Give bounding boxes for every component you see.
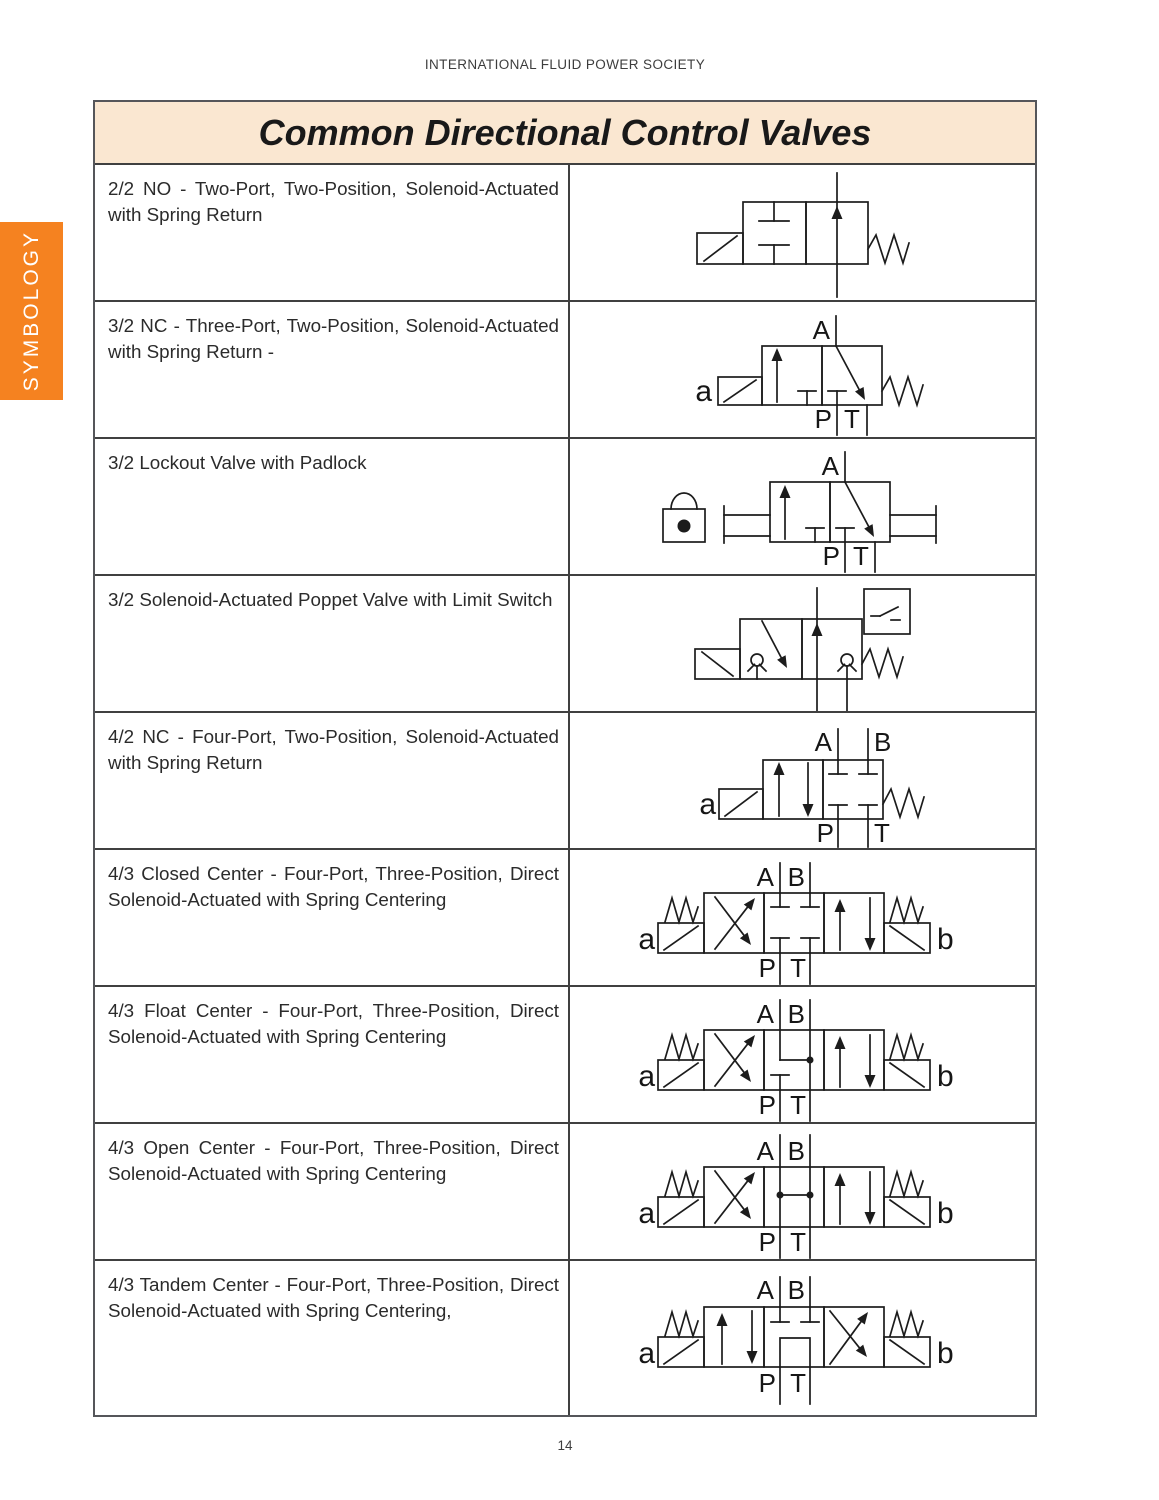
- flow-arrow-icon: [832, 173, 843, 297]
- solenoid-icon: [884, 1060, 930, 1090]
- valve-position-box: [824, 893, 884, 953]
- crossed-flow-arrows-icon: [715, 1034, 755, 1086]
- blocked-port-icon: [836, 528, 854, 542]
- valve-symbol-cell: [570, 1261, 1035, 1415]
- table-title: Common Directional Control Valves: [258, 111, 872, 153]
- valve-symbol-3-2-poppet-limit-switch: [570, 576, 1035, 711]
- valve-position-box: [763, 760, 823, 819]
- flow-arrow-icon: [747, 1311, 758, 1364]
- valve-description: 4/3 Closed Center - Four-Port, Three-Position, Direct Solenoid-Actuated with Spring Centering: [95, 850, 570, 985]
- port-label-B: B: [787, 1275, 805, 1305]
- solenoid-label-b: b: [937, 1197, 954, 1230]
- spring-icon: [665, 1312, 698, 1336]
- solenoid-label-b: b: [937, 1060, 954, 1093]
- valve-row: [95, 987, 1035, 1124]
- spring-icon: [890, 898, 923, 922]
- port-label-A: A: [756, 1275, 774, 1305]
- valve-row: [95, 713, 1035, 850]
- valve-symbol-4-3-float-center: [570, 987, 1035, 1122]
- solenoid-icon: [658, 1337, 704, 1367]
- valve-row: [95, 576, 1035, 713]
- valve-description: 3/2 NC - Three-Port, Two-Position, Solenoid-Actuated with Spring Return -: [95, 302, 570, 437]
- solenoid-label-a: a: [638, 1337, 655, 1370]
- valve-position-box: [823, 760, 883, 819]
- limit-switch-icon: [864, 589, 910, 634]
- flow-arrow-icon: [780, 485, 791, 539]
- valve-row: [95, 165, 1035, 302]
- tandem-center-connection: [780, 1338, 810, 1367]
- valve-symbol-cell: [570, 576, 1035, 711]
- port-label-T: T: [790, 1368, 806, 1398]
- solenoid-icon: [884, 1337, 930, 1367]
- port-label-P: P: [758, 1090, 776, 1120]
- valve-symbol-4-3-open-center: [570, 1124, 1035, 1259]
- valve-symbol-2-2-no: [570, 165, 1035, 300]
- solenoid-label-b: b: [937, 923, 954, 956]
- valve-symbol-3-2-lockout: [570, 439, 1035, 574]
- crossed-flow-arrows-icon: [715, 897, 755, 949]
- valve-symbol-cell: [570, 850, 1035, 985]
- solenoid-label-a: a: [695, 375, 712, 408]
- port-label-A: A: [756, 1136, 774, 1166]
- port-label-A: A: [821, 451, 839, 481]
- flow-arrow-icon: [836, 346, 865, 400]
- port-label-T: T: [874, 818, 890, 848]
- valve-description: 3/2 Lockout Valve with Padlock: [95, 439, 570, 574]
- valve-position-box: [824, 1167, 884, 1227]
- solenoid-label-b: b: [937, 1337, 954, 1370]
- port-label-P: P: [758, 953, 776, 983]
- solenoid-icon: [884, 1197, 930, 1227]
- blocked-port-icon: [771, 1075, 789, 1090]
- spring-icon: [890, 1035, 923, 1059]
- valve-description: 2/2 NO - Two-Port, Two-Position, Solenoid-Actuated with Spring Return: [95, 165, 570, 300]
- valve-position-box: [824, 1030, 884, 1090]
- port-label-P: P: [814, 404, 832, 434]
- poppet-icon: [838, 654, 856, 711]
- valve-position-box: [802, 619, 862, 679]
- flow-arrow-icon: [772, 348, 783, 402]
- flow-arrow-icon: [865, 1035, 876, 1088]
- valve-symbol-cell: [570, 987, 1035, 1122]
- symbology-tab: [0, 222, 63, 400]
- flow-arrow-icon: [835, 1173, 846, 1224]
- valve-position-box: [764, 1307, 824, 1367]
- flow-arrow-icon: [717, 1313, 728, 1364]
- crossed-flow-arrows-icon: [830, 1311, 868, 1364]
- detent-handle-icon: [890, 506, 936, 543]
- solenoid-icon: [658, 1197, 704, 1227]
- flow-arrow-icon: [774, 762, 785, 816]
- solenoid-icon: [718, 377, 762, 405]
- port-label-B: B: [787, 999, 805, 1029]
- port-label-P: P: [822, 541, 840, 571]
- blocked-port-icon: [771, 893, 819, 953]
- spring-icon: [890, 1312, 923, 1336]
- solenoid-label-a: a: [699, 788, 716, 821]
- solenoid-icon: [697, 233, 743, 264]
- port-label-P: P: [758, 1227, 776, 1257]
- valve-symbol-cell: [570, 1124, 1035, 1259]
- valve-symbol-cell: [570, 302, 1035, 437]
- valve-description: 4/3 Float Center - Four-Port, Three-Position, Direct Solenoid-Actuated with Spring Centering: [95, 987, 570, 1122]
- port-label-T: T: [790, 1090, 806, 1120]
- spring-icon: [883, 789, 924, 817]
- valve-row: [95, 1124, 1035, 1261]
- page-number: 14: [557, 1438, 573, 1453]
- port-label-T: T: [844, 404, 860, 434]
- port-label-T: T: [790, 1227, 806, 1257]
- spring-icon: [665, 1035, 698, 1059]
- crossed-flow-arrows-icon: [715, 1171, 755, 1223]
- valve-symbol-cell: [570, 165, 1035, 300]
- symbology-tab-label: SYMBOLOGY: [19, 230, 43, 392]
- port-label-B: B: [874, 727, 892, 757]
- port-label-A: A: [756, 862, 774, 892]
- solenoid-label-a: a: [638, 1197, 655, 1230]
- blocked-port-icon: [798, 391, 816, 405]
- detent-handle-icon: [724, 506, 770, 543]
- valve-description: 4/2 NC - Four-Port, Two-Position, Solenoid-Actuated with Spring Return: [95, 713, 570, 848]
- poppet-icon: [748, 654, 766, 679]
- solenoid-icon: [719, 789, 763, 819]
- flow-arrow-icon: [865, 1172, 876, 1225]
- port-label-A: A: [814, 727, 832, 757]
- valve-position-box: [762, 346, 822, 405]
- solenoid-icon: [658, 923, 704, 953]
- port-label-T: T: [853, 541, 869, 571]
- blocked-port-icon: [806, 528, 824, 542]
- spring-icon: [862, 649, 903, 677]
- page-header: INTERNATIONAL FLUID POWER SOCIETY: [424, 57, 706, 72]
- valve-symbol-cell: [570, 713, 1035, 848]
- valve-position-box: [764, 1167, 824, 1227]
- valves-table: [93, 100, 1037, 1417]
- blocked-port-icon: [828, 391, 846, 405]
- flow-arrow-icon: [762, 621, 787, 668]
- port-label-T: T: [790, 953, 806, 983]
- flow-arrow-icon: [835, 899, 846, 950]
- port-label-B: B: [787, 862, 805, 892]
- solenoid-label-a: a: [638, 1060, 655, 1093]
- valve-symbol-4-3-closed-center: [570, 850, 1035, 985]
- spring-icon: [890, 1172, 923, 1196]
- spring-icon: [868, 235, 909, 263]
- valve-symbol-cell: [570, 439, 1035, 574]
- flow-arrow-icon: [865, 898, 876, 951]
- solenoid-icon: [884, 923, 930, 953]
- valve-position-box: [764, 893, 824, 953]
- valve-symbol-4-2-nc: [570, 713, 1035, 848]
- port-label-B: B: [787, 1136, 805, 1166]
- solenoid-label-a: a: [638, 923, 655, 956]
- flow-arrow-icon: [812, 588, 823, 711]
- padlock-icon: [663, 493, 705, 542]
- valve-symbol-4-3-tandem-center: [570, 1261, 1035, 1413]
- valve-description: 4/3 Open Center - Four-Port, Three-Position, Direct Solenoid-Actuated with Spring Centering: [95, 1124, 570, 1259]
- blocked-port-icon: [829, 760, 877, 819]
- valve-position-box: [704, 1307, 764, 1367]
- valve-symbol-3-2-nc: [570, 302, 1035, 437]
- valve-description: 3/2 Solenoid-Actuated Poppet Valve with Limit Switch: [95, 576, 570, 711]
- valve-row: [95, 439, 1035, 576]
- valve-description: 4/3 Tandem Center - Four-Port, Three-Position, Direct Solenoid-Actuated with Spring Centering,: [95, 1261, 570, 1415]
- solenoid-icon: [658, 1060, 704, 1090]
- port-label-P: P: [816, 818, 834, 848]
- valve-position-box: [770, 482, 830, 542]
- flow-arrow-icon: [835, 1036, 846, 1087]
- solenoid-icon: [695, 649, 740, 679]
- valve-row: [95, 1261, 1035, 1415]
- spring-icon: [665, 1172, 698, 1196]
- spring-icon: [882, 377, 923, 405]
- table-title-row: [95, 102, 1035, 165]
- port-label-A: A: [812, 315, 830, 345]
- valve-row: [95, 850, 1035, 987]
- port-label-P: P: [758, 1368, 776, 1398]
- flow-arrow-icon: [803, 763, 814, 817]
- blocked-port-icon: [759, 202, 789, 264]
- blocked-port-icon: [771, 1307, 819, 1322]
- port-label-A: A: [756, 999, 774, 1029]
- valve-row: [95, 302, 1035, 439]
- spring-icon: [665, 898, 698, 922]
